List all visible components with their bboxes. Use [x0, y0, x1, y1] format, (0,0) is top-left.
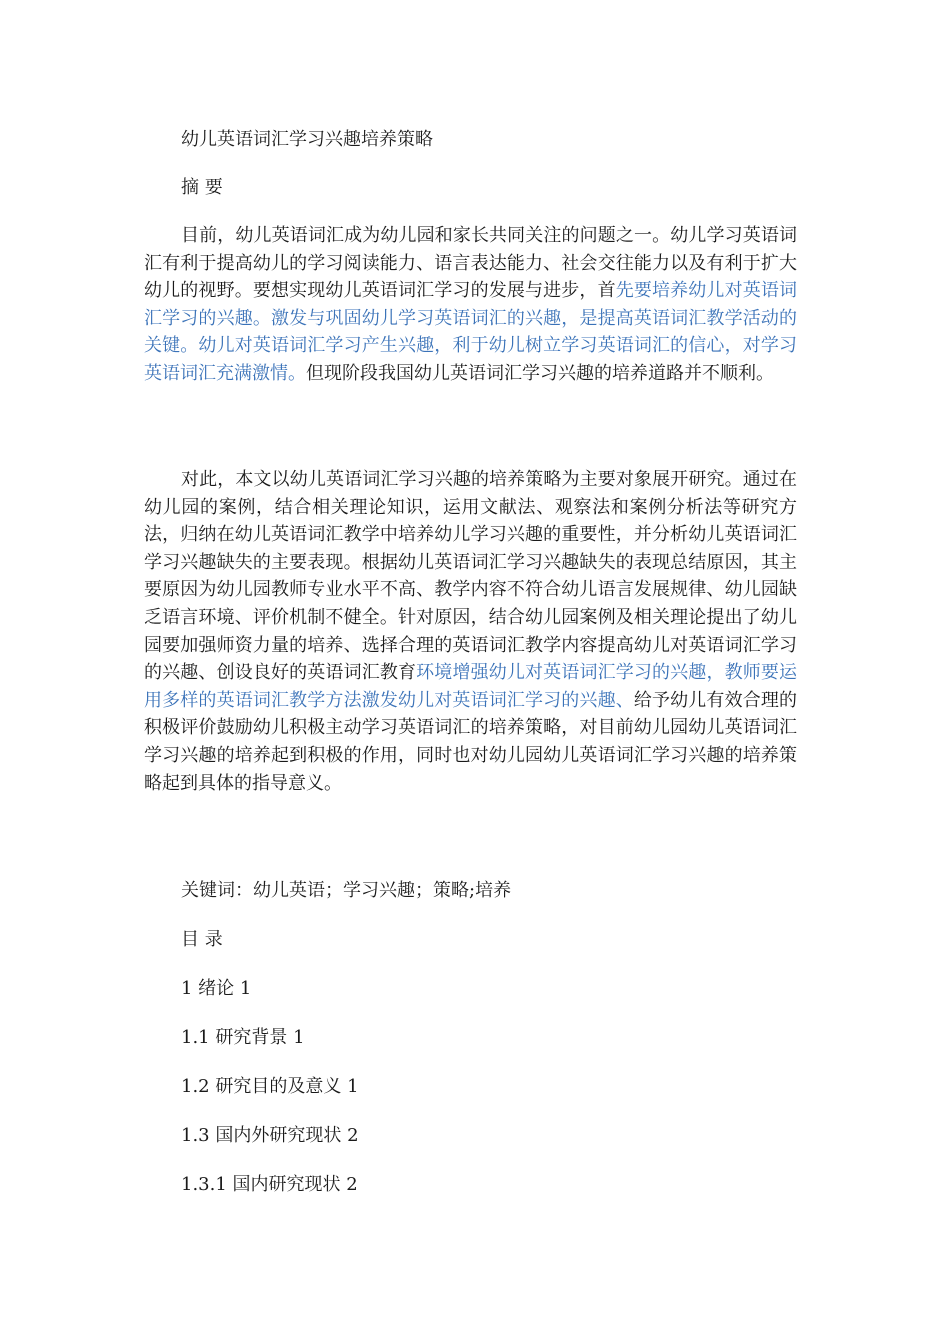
- paragraph-text: 目前，幼儿英语词汇成为幼儿园和家长共同关注的问题之一。幼儿学习英语词汇有利于提高幼儿的学习阅读能力、语言表达能力、社会交往能力以及有利于扩大幼儿的视野。要想实现幼儿英语词汇学习的发展与进步，首: [144, 225, 797, 302]
- abstract-paragraph-1: [144, 222, 797, 388]
- highlighted-text: 先要培养幼儿对英语词汇学习的兴趣。激发与巩固幼儿学习英语词汇的兴趣，是提高英语词汇教学活动的关键。幼儿对英语词汇学习产生兴趣，利于幼儿树立学习英语词汇的信心，对学习英语词汇充满激情。: [144, 280, 798, 384]
- highlighted-text: 环境增强幼儿对英语词汇学习的兴趣，教师要运用多样的英语词汇教学方法激发幼儿对英语词汇学习的兴趣、: [144, 662, 798, 711]
- toc-entry[interactable]: 1.1 研究背景 1: [181, 1027, 305, 1048]
- toc-entry[interactable]: 1.3.1 国内研究现状 2: [181, 1174, 358, 1195]
- toc-entry[interactable]: 1.2 研究目的及意义 1: [181, 1076, 359, 1097]
- paragraph-text: 给予幼儿有效合理的积极评价鼓励幼儿积极主动学习英语词汇的培养策略，对目前幼儿园幼儿英语词汇学习兴趣的培养起到积极的作用，同时也对幼儿园幼儿英语词汇学习兴趣的培养策略起到具体的指导意义。: [144, 689, 798, 794]
- document-title: 幼儿英语词汇学习兴趣培养策略: [181, 129, 433, 150]
- abstract-heading: 摘 要: [181, 177, 223, 198]
- keywords: 关键词：幼儿英语；学习兴趣；策略;培养: [181, 880, 512, 901]
- paragraph-text: 但现阶段我国幼儿英语词汇学习兴趣的培养道路并不顺利。: [306, 362, 774, 384]
- toc-heading: 目 录: [181, 929, 223, 950]
- toc-entry[interactable]: 1.3 国内外研究现状 2: [181, 1125, 359, 1146]
- paragraph-text: 对此，本文以幼儿英语词汇学习兴趣的培养策略为主要对象展开研究。通过在幼儿园的案例，结合相关理论知识，运用文献法、观察法和案例分析法等研究方法，归纳在幼儿英语词汇教学中培养幼儿学习兴趣的重要性，并分析幼儿英语词汇学习兴趣缺失的主要表现。根据幼儿英语词汇学习兴趣缺失的表现总结原因，其主要原因为幼儿园教师专业水平不高、教学内容不符合幼儿语言发展规律、幼儿园缺乏语言环境、评价机制不健全。针对原因，结合幼儿园案例及相关理论提出了幼儿园要加强师资力量的培养、选择合理的英语词汇教学内容提高幼儿对英语词汇学习的兴趣、创设良好的英语词汇教育: [144, 469, 797, 684]
- abstract-paragraph-2: [144, 466, 797, 797]
- toc-entry[interactable]: 1 绪论 1: [181, 978, 252, 999]
